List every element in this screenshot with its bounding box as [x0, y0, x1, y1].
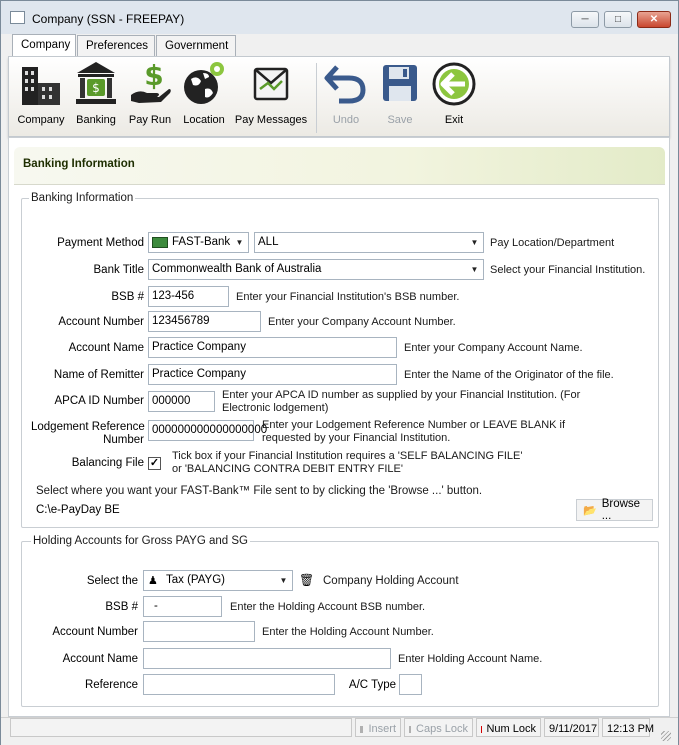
- browse-label: Browse ...: [601, 498, 641, 522]
- remitter-hint: Enter the Name of the Originator of the file.: [404, 369, 614, 381]
- payment-method-value: FAST-Bank: [172, 236, 231, 248]
- insert-indicator: [355, 718, 401, 737]
- close-button[interactable]: [637, 11, 671, 28]
- account-number-input[interactable]: 123456789: [148, 311, 261, 332]
- tab-label: Preferences: [86, 40, 149, 52]
- undo-button[interactable]: [324, 59, 368, 126]
- ac-type-input[interactable]: [399, 674, 422, 695]
- pay-location-value: ALL: [258, 236, 279, 248]
- folder-open-icon: 📂: [583, 504, 597, 517]
- holding-account-name-label: Account Name: [62, 653, 138, 665]
- resize-grip[interactable]: [661, 731, 671, 741]
- tab-preferences[interactable]: [77, 35, 155, 56]
- tab-label: Government: [165, 40, 229, 52]
- banner: [14, 147, 665, 185]
- pay-run-icon: [127, 59, 173, 107]
- holding-select-hint: Company Holding Account: [323, 575, 459, 587]
- lodgement-input[interactable]: 000000000000000000: [148, 420, 254, 441]
- insert-indicator-icon: [360, 726, 363, 733]
- balancing-file-label: Balancing File: [71, 457, 144, 469]
- exit-label: Exit: [444, 114, 464, 126]
- pay-messages-label: Pay Messages: [234, 114, 308, 126]
- company-label: Company: [17, 114, 65, 126]
- chevron-down-icon: ▼: [470, 238, 479, 247]
- minimize-button[interactable]: [571, 11, 599, 28]
- svg-text:$: $: [92, 81, 100, 95]
- ribbon-toolbar: [8, 56, 670, 137]
- maximize-button[interactable]: [604, 11, 632, 28]
- tab-label: Company: [21, 39, 71, 51]
- bsb-label: BSB #: [111, 291, 144, 303]
- location-label: Location: [183, 114, 225, 126]
- payrun-label: Pay Run: [128, 114, 172, 126]
- remitter-input[interactable]: Practice Company: [148, 364, 397, 385]
- payment-method-select[interactable]: [148, 232, 249, 253]
- status-time: 12:13 PM: [602, 718, 650, 737]
- balancing-file-hint: Tick box if your Financial Institution requires a 'SELF BALANCING FILE' or 'BALANCING CONTRA DEBIT ENTRY FILE': [172, 450, 523, 475]
- payment-method-label: Payment Method: [57, 237, 144, 249]
- undo-label: Undo: [332, 114, 360, 126]
- chevron-down-icon: ▼: [470, 265, 479, 274]
- maximize-icon: □: [614, 14, 622, 25]
- insert-label: Insert: [368, 723, 396, 735]
- holding-account-name-input[interactable]: [143, 648, 391, 669]
- apca-label: APCA ID Number: [54, 395, 144, 407]
- pay-location-select[interactable]: [254, 232, 484, 253]
- banking-group-title: Banking Information: [31, 192, 134, 204]
- apca-input[interactable]: 000000: [148, 391, 215, 412]
- caps-lock-label: Caps Lock: [416, 723, 468, 735]
- window-icon: [10, 11, 25, 24]
- holding-bsb-hint: Enter the Holding Account BSB number.: [230, 601, 426, 613]
- ribbon-separator: [316, 63, 317, 133]
- delete-icon[interactable]: 🗑: [299, 573, 315, 587]
- exit-button[interactable]: [432, 59, 476, 126]
- holding-bsb-input[interactable]: -: [143, 596, 222, 617]
- bank-title-select[interactable]: [148, 259, 484, 280]
- bsb-hint: Enter your Financial Institution's BSB number.: [236, 291, 460, 303]
- save-label: Save: [387, 114, 413, 126]
- fast-bank-icon: [152, 237, 168, 248]
- banking-label: Banking: [76, 114, 116, 126]
- payrun-button[interactable]: [125, 59, 175, 126]
- holding-account-number-label: Account Number: [52, 626, 138, 638]
- undo-icon: [323, 59, 369, 107]
- status-date: 9/11/2017: [544, 718, 599, 737]
- account-name-label: Account Name: [68, 342, 144, 354]
- account-name-input[interactable]: Practice Company: [148, 337, 397, 358]
- pay-location-hint: Pay Location/Department: [490, 237, 615, 249]
- chevron-down-icon: ▼: [235, 238, 244, 247]
- holding-account-number-input[interactable]: [143, 621, 255, 642]
- apca-hint: Enter your APCA ID number as supplied by your Financial Institution. (For Electronic lodgement): [222, 389, 581, 414]
- company-button[interactable]: [16, 59, 66, 126]
- account-name-hint: Enter your Company Account Name.: [404, 342, 583, 354]
- holding-select-label: Select the: [86, 575, 138, 587]
- holding-reference-label: Reference: [84, 679, 138, 691]
- minimize-icon: ─: [581, 14, 589, 25]
- bsb-input[interactable]: 123-456: [148, 286, 229, 307]
- tab-company[interactable]: [12, 34, 76, 57]
- pay-messages-button[interactable]: [233, 59, 309, 126]
- building-icon: [18, 59, 64, 107]
- caps-indicator-icon: [409, 726, 411, 733]
- balancing-file-checkbox[interactable]: ✓: [149, 457, 160, 469]
- exit-icon: [431, 59, 477, 107]
- svg-text:$: $: [144, 59, 164, 92]
- num-lock-label: Num Lock: [486, 723, 536, 735]
- account-number-label: Account Number: [58, 316, 144, 328]
- chevron-down-icon: ▼: [279, 576, 288, 585]
- holding-group-title: Holding Accounts for Gross PAYG and SG: [33, 535, 248, 547]
- bank-title-label: Bank Title: [93, 264, 144, 276]
- holding-account-name-hint: Enter Holding Account Name.: [398, 653, 543, 665]
- banking-button[interactable]: [71, 59, 121, 126]
- holding-select-value: Tax (PAYG): [166, 574, 225, 586]
- holding-account-select[interactable]: [143, 570, 293, 591]
- browse-button[interactable]: [576, 499, 653, 521]
- lodgement-hint: Enter your Lodgement Reference Number or LEAVE BLANK if requested by your Financial Institution.: [262, 419, 566, 444]
- caps-lock-indicator: [404, 718, 473, 737]
- globe-icon: [181, 59, 227, 107]
- location-button[interactable]: [179, 59, 229, 126]
- account-number-hint: Enter your Company Account Number.: [268, 316, 456, 328]
- status-message: [10, 718, 352, 737]
- save-icon: [377, 59, 423, 107]
- holding-account-number-hint: Enter the Holding Account Number.: [262, 626, 434, 638]
- close-icon: ✕: [649, 14, 659, 25]
- window-title: Company (SSN - FREEPAY): [32, 12, 185, 26]
- bank-title-hint: Select your Financial Institution.: [490, 264, 646, 276]
- holding-reference-input[interactable]: [143, 674, 335, 695]
- person-icon: ♟: [148, 575, 158, 587]
- banner-title: Banking Information: [23, 158, 135, 170]
- num-lock-indicator: [476, 718, 541, 737]
- save-button[interactable]: [378, 59, 422, 126]
- select-location-text: Select where you want your FAST-Bank™ File sent to by clicking the 'Browse ...' button.: [36, 485, 483, 497]
- tab-government[interactable]: [156, 35, 236, 56]
- ac-type-label: A/C Type: [348, 679, 396, 691]
- bank-icon: [73, 59, 119, 107]
- pay-messages-icon: [248, 59, 294, 107]
- lodgement-label: Lodgement Reference Number: [31, 421, 145, 446]
- file-path-input[interactable]: C:\e-PayDay BE: [32, 500, 571, 521]
- bank-title-value: Commonwealth Bank of Australia: [152, 263, 322, 275]
- remitter-label: Name of Remitter: [53, 369, 144, 381]
- holding-bsb-label: BSB #: [105, 601, 138, 613]
